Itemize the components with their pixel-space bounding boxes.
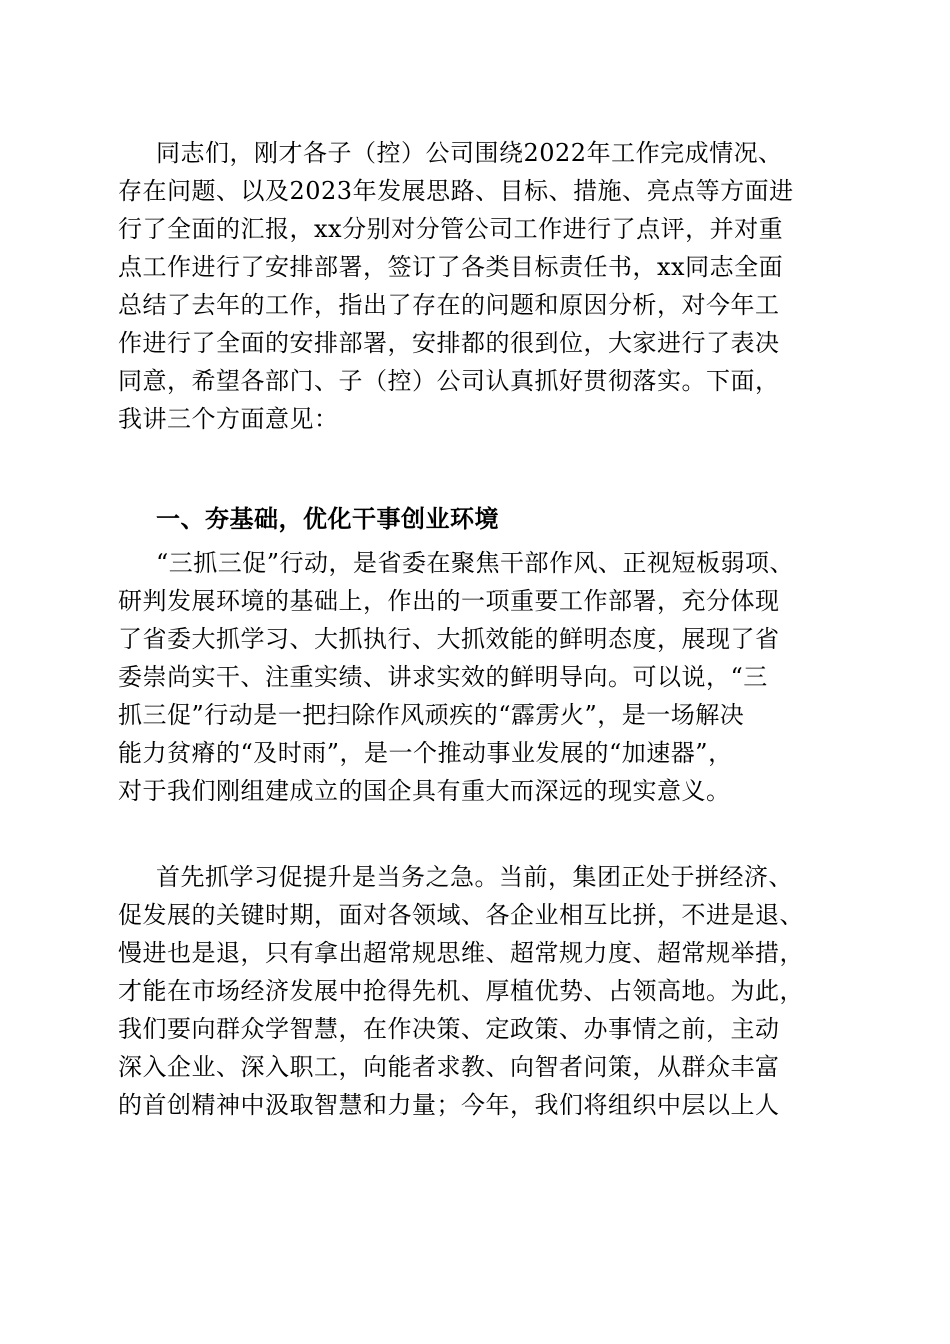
text-line: 委崇尚实干、注重实绩、讲求实效的鲜明导向。可以说，“三 [118, 663, 768, 691]
paragraph-opening [118, 134, 838, 438]
paragraph-learning [118, 858, 838, 1124]
text-line: 总结了去年的工作，指出了存在的问题和原因分析，对今年工 [118, 291, 780, 319]
text-line: 同意，希望各部门、子（控）公司认真抓好贯彻落实。下面， [118, 367, 780, 395]
text-line: 才能在市场经济发展中抢得先机、厚植优势、占领高地。为此， [118, 977, 804, 1005]
text-line: 促发展的关键时期，面对各领域、各企业相互比拼，不进是退、 [118, 901, 804, 929]
text-line: 作进行了全面的安排部署，安排都的很到位，大家进行了表决 [118, 329, 780, 357]
text-line: 的首创精神中汲取智慧和力量；今年，我们将组织中层以上人 [118, 1091, 780, 1119]
text-line: 研判发展环境的基础上，作出的一项重要工作部署，充分体现 [118, 587, 780, 615]
text-line: 我讲三个方面意见： [118, 405, 339, 433]
text-line: 深入企业、深入职工，向能者求教、向智者问策，从群众丰富 [118, 1053, 780, 1081]
text-line: 点工作进行了安排部署，签订了各类目标责任书，xx同志全面 [118, 253, 784, 281]
text-line: 我们要向群众学智慧，在作决策、定政策、办事情之前，主动 [118, 1015, 780, 1043]
section-heading [118, 500, 838, 538]
text-line: 首先抓学习促提升是当务之急。当前，集团正处于拼经济、 [156, 863, 793, 891]
text-line: 慢进也是退，只有拿出超常规思维、超常规力度、超常规举措， [118, 939, 804, 967]
text-line: 了省委大抓学习、大抓执行、大抓效能的鲜明态度，展现了省 [118, 625, 780, 653]
heading-text: 一、夯基础，优化干事创业环境 [156, 505, 499, 533]
text-line: 同志们，刚才各子（控）公司围绕2022年工作完成情况、 [156, 139, 783, 167]
text-line: 对于我们刚组建成立的国企具有重大而深远的现实意义。 [118, 777, 731, 805]
text-line: 能力贫瘠的“及时雨”，是一个推动事业发展的“加速器”， [118, 739, 733, 767]
text-line: 存在问题、以及2023年发展思路、目标、措施、亮点等方面进 [118, 177, 794, 205]
text-line: “三抓三促”行动，是省委在聚焦干部作风、正视短板弱项、 [156, 549, 795, 577]
text-line: 抓三促”行动是一把扫除作风顽疾的“霹雳火”，是一场解决 [118, 701, 745, 729]
text-line: 行了全面的汇报，xx分别对分管公司工作进行了点评，并对重 [118, 215, 784, 243]
paragraph-three-actions [118, 544, 838, 810]
